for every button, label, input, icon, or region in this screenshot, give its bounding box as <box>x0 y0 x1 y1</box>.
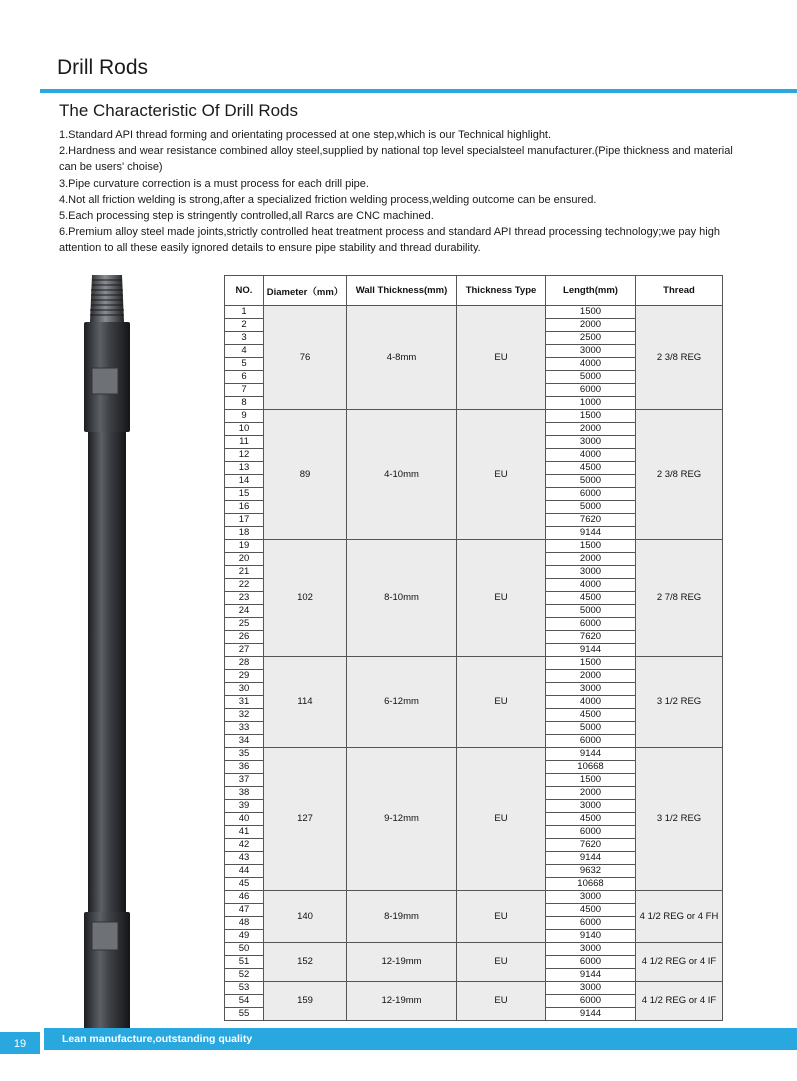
cell-length: 1500 <box>546 540 636 553</box>
cell-length: 3000 <box>546 943 636 956</box>
cell-no: 15 <box>225 488 264 501</box>
cell-no: 44 <box>225 865 264 878</box>
cell-thread: 2 3/8 REG <box>636 410 723 540</box>
cell-no: 55 <box>225 1008 264 1021</box>
cell-length: 10668 <box>546 878 636 891</box>
cell-wall-thickness: 4-8mm <box>347 306 457 410</box>
cell-no: 46 <box>225 891 264 904</box>
table-row <box>225 410 723 423</box>
cell-length: 3000 <box>546 436 636 449</box>
cell-length: 9144 <box>546 644 636 657</box>
cell-no: 24 <box>225 605 264 618</box>
cell-length: 4500 <box>546 709 636 722</box>
cell-length: 4000 <box>546 579 636 592</box>
table-row <box>225 306 723 319</box>
cell-length: 3000 <box>546 891 636 904</box>
cell-length: 2000 <box>546 553 636 566</box>
cell-length: 1500 <box>546 657 636 670</box>
cell-diameter: 76 <box>264 306 347 410</box>
cell-length: 3000 <box>546 982 636 995</box>
cell-no: 12 <box>225 449 264 462</box>
cell-length: 2000 <box>546 423 636 436</box>
cell-length: 5000 <box>546 475 636 488</box>
cell-no: 2 <box>225 319 264 332</box>
cell-thread: 3 1/2 REG <box>636 748 723 891</box>
characteristics-list <box>59 127 739 257</box>
table-row <box>225 891 723 904</box>
cell-length: 3000 <box>546 800 636 813</box>
cell-no: 32 <box>225 709 264 722</box>
cell-length: 4000 <box>546 696 636 709</box>
cell-no: 27 <box>225 644 264 657</box>
table-row <box>225 982 723 995</box>
cell-diameter: 152 <box>264 943 347 982</box>
cell-diameter: 102 <box>264 540 347 657</box>
cell-thickness-type: EU <box>457 748 546 891</box>
cell-no: 42 <box>225 839 264 852</box>
cell-no: 3 <box>225 332 264 345</box>
cell-no: 9 <box>225 410 264 423</box>
cell-no: 34 <box>225 735 264 748</box>
cell-length: 5000 <box>546 371 636 384</box>
cell-no: 36 <box>225 761 264 774</box>
cell-no: 13 <box>225 462 264 475</box>
cell-length: 3000 <box>546 566 636 579</box>
cell-length: 9140 <box>546 930 636 943</box>
cell-diameter: 114 <box>264 657 347 748</box>
cell-no: 30 <box>225 683 264 696</box>
cell-length: 3000 <box>546 345 636 358</box>
cell-length: 7620 <box>546 839 636 852</box>
title-divider <box>40 89 797 93</box>
cell-no: 21 <box>225 566 264 579</box>
cell-length: 7620 <box>546 631 636 644</box>
paragraph: 5.Each processing step is stringently controlled,all Rarcs are CNC machined. <box>59 210 434 223</box>
col-header-length: Length(mm) <box>546 276 636 306</box>
cell-no: 4 <box>225 345 264 358</box>
table-row <box>225 657 723 670</box>
cell-no: 7 <box>225 384 264 397</box>
cell-length: 9632 <box>546 865 636 878</box>
cell-thread: 2 7/8 REG <box>636 540 723 657</box>
cell-length: 4500 <box>546 462 636 475</box>
cell-no: 49 <box>225 930 264 943</box>
cell-no: 28 <box>225 657 264 670</box>
cell-wall-thickness: 6-12mm <box>347 657 457 748</box>
cell-length: 1500 <box>546 410 636 423</box>
cell-no: 23 <box>225 592 264 605</box>
table-row <box>225 540 723 553</box>
cell-wall-thickness: 8-10mm <box>347 540 457 657</box>
cell-no: 18 <box>225 527 264 540</box>
cell-no: 5 <box>225 358 264 371</box>
cell-length: 4500 <box>546 813 636 826</box>
cell-no: 8 <box>225 397 264 410</box>
cell-diameter: 127 <box>264 748 347 891</box>
cell-no: 25 <box>225 618 264 631</box>
cell-length: 6000 <box>546 917 636 930</box>
cell-wall-thickness: 9-12mm <box>347 748 457 891</box>
paragraph: 4.Not all friction welding is strong,after a specialized friction welding process,welding outcome can be ensured. <box>59 193 597 206</box>
cell-no: 31 <box>225 696 264 709</box>
cell-no: 20 <box>225 553 264 566</box>
cell-thickness-type: EU <box>457 540 546 657</box>
cell-no: 43 <box>225 852 264 865</box>
footer-slogan: Lean manufacture,outstanding quality <box>62 1033 253 1045</box>
cell-thread: 2 3/8 REG <box>636 306 723 410</box>
cell-no: 41 <box>225 826 264 839</box>
cell-diameter: 89 <box>264 410 347 540</box>
cell-no: 33 <box>225 722 264 735</box>
cell-length: 1000 <box>546 397 636 410</box>
cell-thread: 4 1/2 REG or 4 FH <box>636 891 723 943</box>
cell-length: 2000 <box>546 319 636 332</box>
col-header-thread: Thread <box>636 276 723 306</box>
cell-length: 4000 <box>546 449 636 462</box>
cell-no: 11 <box>225 436 264 449</box>
cell-no: 26 <box>225 631 264 644</box>
cell-diameter: 140 <box>264 891 347 943</box>
cell-length: 2500 <box>546 332 636 345</box>
page-title: Drill Rods <box>57 56 149 79</box>
cell-length: 4500 <box>546 904 636 917</box>
cell-length: 9144 <box>546 852 636 865</box>
cell-length: 9144 <box>546 969 636 982</box>
cell-wall-thickness: 12-19mm <box>347 982 457 1021</box>
cell-no: 52 <box>225 969 264 982</box>
paragraph: 1.Standard API thread forming and orientating processed at one step,which is our Technical highlight. <box>59 129 552 141</box>
cell-thickness-type: EU <box>457 306 546 410</box>
table-header-row <box>225 276 723 306</box>
cell-thickness-type: EU <box>457 657 546 748</box>
cell-no: 53 <box>225 982 264 995</box>
cell-no: 1 <box>225 306 264 319</box>
cell-length: 7620 <box>546 514 636 527</box>
cell-no: 51 <box>225 956 264 969</box>
table-row <box>225 943 723 956</box>
cell-length: 2000 <box>546 787 636 800</box>
paragraph: 3.Pipe curvature correction is a must process for each drill pipe. <box>59 177 369 190</box>
cell-no: 16 <box>225 501 264 514</box>
cell-length: 6000 <box>546 735 636 748</box>
cell-length: 1500 <box>546 774 636 787</box>
cell-no: 37 <box>225 774 264 787</box>
page-number: 19 <box>0 1032 40 1054</box>
cell-no: 39 <box>225 800 264 813</box>
cell-length: 4500 <box>546 592 636 605</box>
cell-length: 4000 <box>546 358 636 371</box>
paragraph: 6.Premium alloy steel made joints,strictly controlled heat treatment process and standard API thread processing technology;we pay high attention to all these easily ignored details to ensure pipe stability and thread durability. <box>59 226 720 255</box>
table-body <box>225 306 723 1021</box>
cell-no: 29 <box>225 670 264 683</box>
cell-thread: 4 1/2 REG or 4 IF <box>636 982 723 1021</box>
cell-thickness-type: EU <box>457 982 546 1021</box>
table-row <box>225 748 723 761</box>
cell-diameter: 159 <box>264 982 347 1021</box>
cell-length: 6000 <box>546 618 636 631</box>
cell-length: 6000 <box>546 956 636 969</box>
cell-no: 6 <box>225 371 264 384</box>
cell-length: 6000 <box>546 826 636 839</box>
paragraph: 2.Hardness and wear resistance combined alloy steel,supplied by national top level specialsteel manufacturer.(Pipe thickness and material can be users' choise) <box>59 145 733 174</box>
cell-length: 5000 <box>546 605 636 618</box>
cell-no: 35 <box>225 748 264 761</box>
cell-length: 5000 <box>546 501 636 514</box>
cell-no: 40 <box>225 813 264 826</box>
cell-no: 54 <box>225 995 264 1008</box>
cell-length: 9144 <box>546 748 636 761</box>
drill-rod-image <box>80 270 134 1030</box>
cell-no: 22 <box>225 579 264 592</box>
drill-rods-table <box>224 275 723 1021</box>
cell-thread: 3 1/2 REG <box>636 657 723 748</box>
cell-length: 9144 <box>546 1008 636 1021</box>
cell-no: 19 <box>225 540 264 553</box>
cell-thickness-type: EU <box>457 943 546 982</box>
cell-no: 47 <box>225 904 264 917</box>
cell-length: 2000 <box>546 670 636 683</box>
cell-length: 6000 <box>546 488 636 501</box>
col-header-diameter: Diameter（mm） <box>264 276 347 306</box>
cell-length: 6000 <box>546 384 636 397</box>
cell-no: 14 <box>225 475 264 488</box>
cell-length: 6000 <box>546 995 636 1008</box>
cell-length: 5000 <box>546 722 636 735</box>
cell-length: 3000 <box>546 683 636 696</box>
col-header-thickness-type: Thickness Type <box>457 276 546 306</box>
cell-thickness-type: EU <box>457 891 546 943</box>
col-header-wall-thickness: Wall Thickness(mm) <box>347 276 457 306</box>
col-header-no: NO. <box>225 276 264 306</box>
cell-no: 45 <box>225 878 264 891</box>
cell-wall-thickness: 8-19mm <box>347 891 457 943</box>
section-title: The Characteristic Of Drill Rods <box>59 101 299 120</box>
cell-wall-thickness: 4-10mm <box>347 410 457 540</box>
cell-length: 9144 <box>546 527 636 540</box>
cell-length: 1500 <box>546 306 636 319</box>
cell-no: 10 <box>225 423 264 436</box>
cell-thickness-type: EU <box>457 410 546 540</box>
cell-no: 17 <box>225 514 264 527</box>
cell-wall-thickness: 12-19mm <box>347 943 457 982</box>
cell-thread: 4 1/2 REG or 4 IF <box>636 943 723 982</box>
cell-no: 48 <box>225 917 264 930</box>
cell-no: 38 <box>225 787 264 800</box>
cell-length: 10668 <box>546 761 636 774</box>
cell-no: 50 <box>225 943 264 956</box>
